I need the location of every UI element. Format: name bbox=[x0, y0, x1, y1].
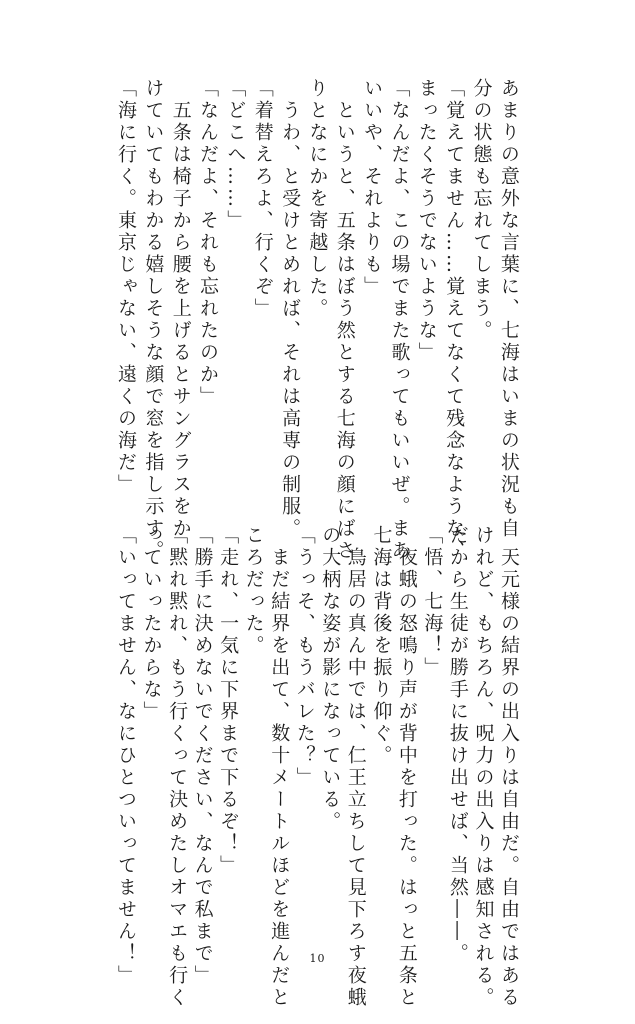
text-column: 「どこへ……」 bbox=[224, 78, 247, 232]
text-column: りとなにかを寄越した。 bbox=[306, 78, 329, 320]
text-column: 七海は背後を振り仰ぐ。 bbox=[370, 525, 393, 767]
text-column: まだ結界を出て、数十メートルほどを進んだと bbox=[268, 525, 291, 1009]
text-column: まったくそうでないような」 bbox=[415, 78, 438, 364]
text-column: 「勝手に決めないでください、なんで私まで」 bbox=[191, 525, 214, 987]
text-column: 「うっそ、もうバレた？」 bbox=[293, 525, 316, 789]
text-column: けていてもわかる嬉しそうな顔で窓を指し示す。 bbox=[142, 78, 165, 562]
text-column: ころだった。 bbox=[242, 525, 265, 657]
text-column: 「黙れ黙れ、もう行くって決めたしオマエも行く bbox=[166, 525, 189, 1009]
text-column: いいや、それよりも」 bbox=[361, 78, 384, 298]
text-column: あまりの意外な言葉に、七海はいまの状況も自 bbox=[497, 78, 520, 540]
text-column: だから生徒が勝手に抜け出せば、当然――。 bbox=[446, 525, 469, 965]
text-column: 「なんだよ、それも忘れたのか」 bbox=[197, 78, 220, 408]
text-column: 「なんだよ、この場でまた歌ってもいいぜ。まあ bbox=[388, 78, 411, 562]
text-column: 「走れ、一気に下界まで下るぞ！」 bbox=[217, 525, 240, 877]
text-column: けれど、もちろん、呪力の出入りは感知される。 bbox=[472, 525, 495, 1009]
page-number: 10 bbox=[309, 952, 326, 965]
text-column: 「いってません、なにひとついってません！」 bbox=[115, 525, 137, 987]
text-column: うわ、と受けとめれば、それは高専の制服。 bbox=[279, 78, 302, 540]
text-column: 五条は椅子から腰を上げるとサングラスをか bbox=[169, 78, 192, 540]
text-column: 天元様の結界の出入りは自由だ。自由ではある bbox=[497, 525, 520, 1009]
text-column: っていったからな」 bbox=[140, 525, 163, 723]
upper-text-block bbox=[115, 78, 520, 562]
text-column: の大柄な姿が影になっている。 bbox=[319, 525, 342, 833]
text-column: 「海に行く。東京じゃない、遠くの海だ」 bbox=[115, 78, 137, 496]
text-column: 分の状態も忘れてしまう。 bbox=[470, 78, 493, 342]
text-column: というと、五条はぼう然とする七海の顔にばさ bbox=[333, 78, 356, 562]
text-column: 「悟、七海！」 bbox=[421, 525, 444, 679]
text-column: 「着替えろよ、行くぞ」 bbox=[251, 78, 274, 320]
text-column: 「覚えてません……覚えてなくて残念なような、 bbox=[443, 78, 466, 562]
text-column: 鳥居の真ん中では、仁王立ちして見下ろす夜蛾 bbox=[344, 525, 367, 1009]
text-column: 夜蛾の怒鳴り声が背中を打った。はっと五条と bbox=[395, 525, 418, 1009]
